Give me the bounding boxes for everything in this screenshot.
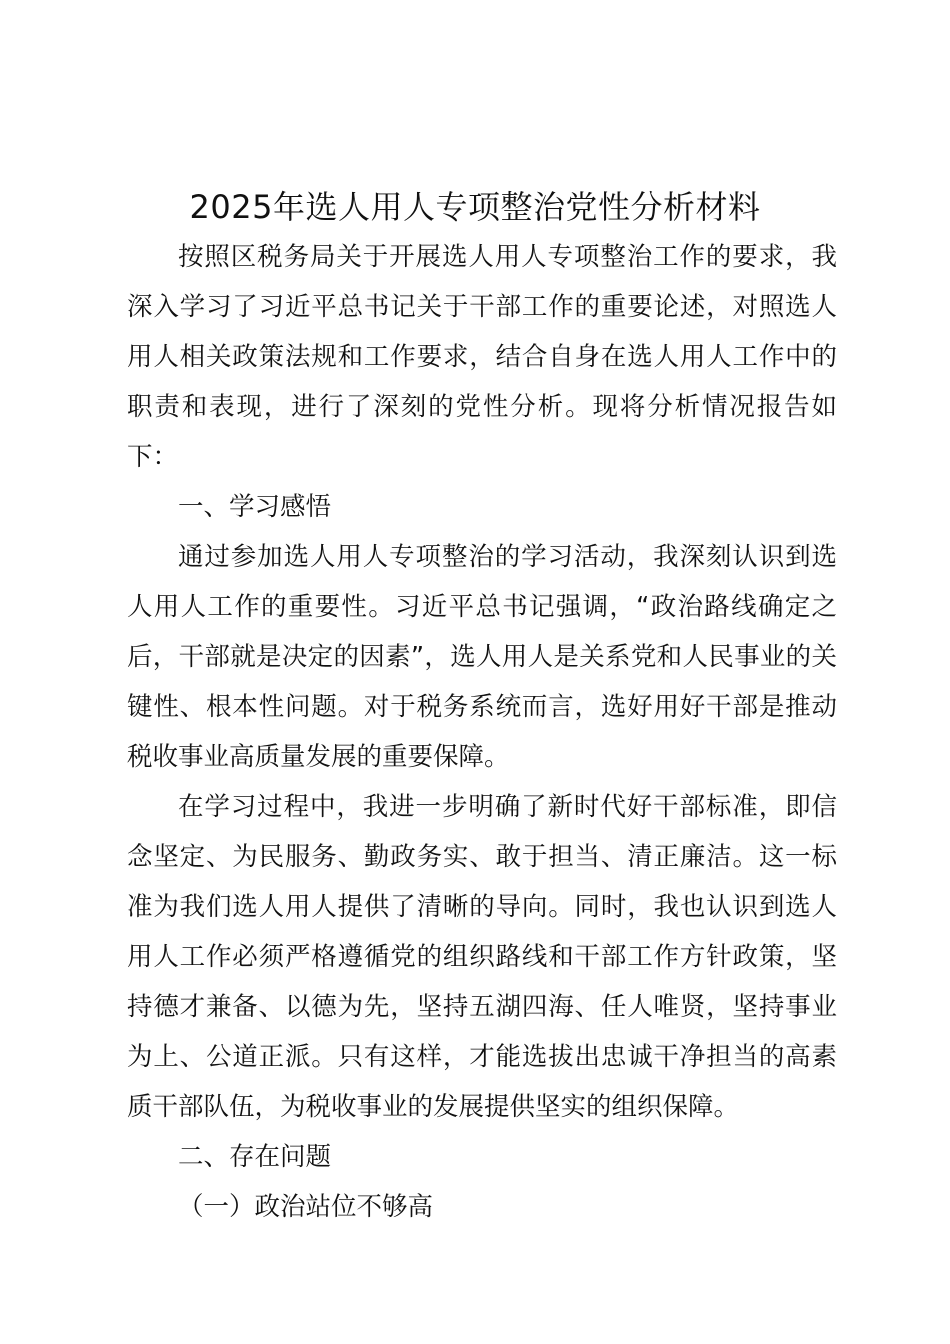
learning-paragraph-2: 在学习过程中，我进一步明确了新时代好干部标准，即信念坚定、为民服务、勤政务实、敢于担当、清正廉洁。这一标准为我们选人用人提供了清晰的导向。同时，我也认识到选人用人工作必须严格遵循党的组织路线和干部工作方针政策，坚持德才兼备、以德为先，坚持五湖四海、任人唯贤，坚持事业为上、公道正派。只有这样，才能选拔出忠诚干净担当的高素质干部队伍，为税收事业的发展提供坚实的组织保障。 [127,792,837,1122]
section-heading-problems: 二、存在问题 [178,1142,332,1172]
section-heading-learning: 一、学习感悟 [178,492,332,522]
intro-paragraph: 按照区税务局关于开展选人用人专项整治工作的要求，我深入学习了习近平总书记关于干部工作的重要论述，对照选人用人相关政策法规和工作要求，结合自身在选人用人工作中的职责和表现，进行了深刻的党性分析。现将分析情况报告如下： [127,242,837,472]
document-body [127,232,837,1232]
learning-paragraph-1: 通过参加选人用人专项整治的学习活动，我深刻认识到选人用人工作的重要性。习近平总书记强调，“政治路线确定之后，干部就是决定的因素”，选人用人是关系党和人民事业的关键性、根本性问题。对于税务系统而言，选好用好干部是推动税收事业高质量发展的重要保障。 [127,542,837,772]
subsection-heading-political: （一）政治站位不够高 [178,1192,434,1222]
document-title: 2025年选人用人专项整治党性分析材料 [189,188,761,226]
